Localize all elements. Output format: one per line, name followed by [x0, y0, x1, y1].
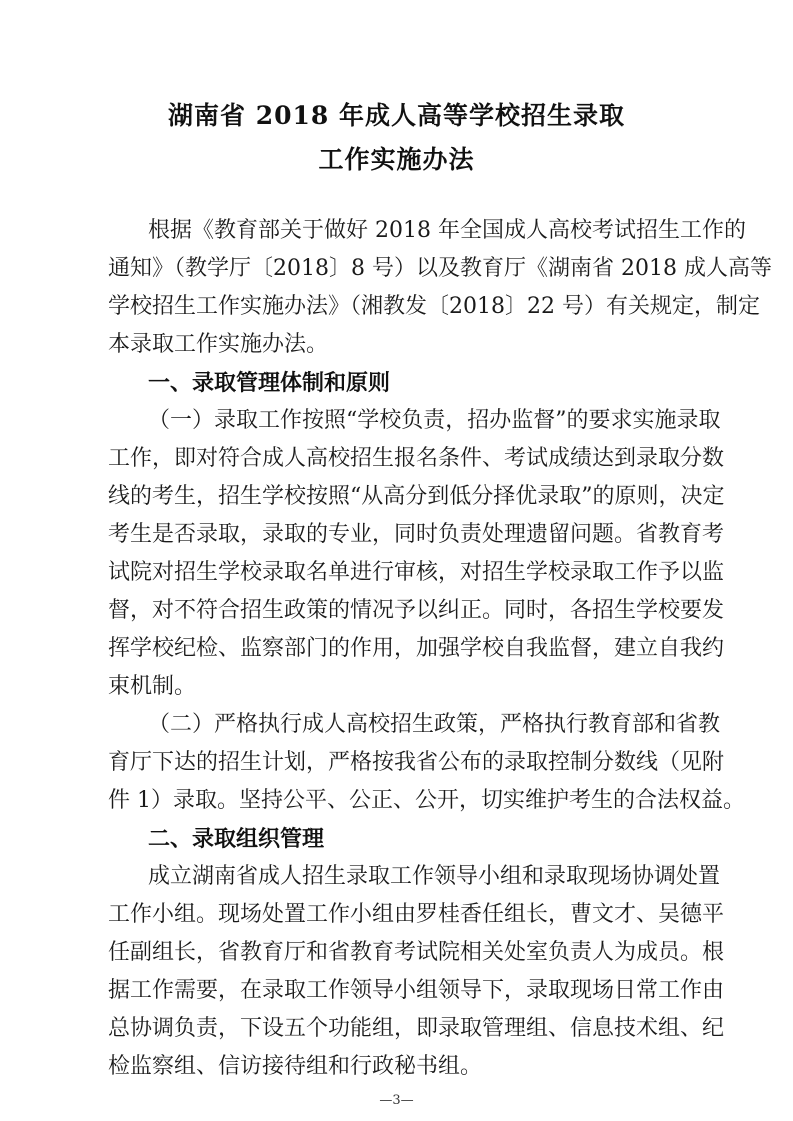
section-heading-1: 一、录取管理体制和原则 — [148, 370, 391, 396]
section-heading-2: 二、录取组织管理 — [148, 826, 325, 852]
intro-line: 学校招生工作实施办法》（湘教发〔2018〕22 号）有关规定，制定 — [108, 294, 760, 319]
section1-para1-line: 工作，即对符合成人高校招生报名条件、考试成绩达到录取分数 — [108, 446, 725, 471]
section1-para1-line: （一）录取工作按照“学校负责，招办监督”的要求实施录取 — [148, 408, 721, 433]
intro-line: 通知》（教学厅〔2018〕8 号）以及教育厅《湖南省 2018 成人高等 — [108, 256, 772, 281]
section1-para1-line: 试院对招生学校录取名单进行审核，对招生学校录取工作予以监 — [108, 560, 725, 585]
intro-line: 根据《教育部关于做好 2018 年全国成人高校考试招生工作的 — [148, 218, 746, 243]
section1-para1-line: 束机制。 — [108, 674, 197, 699]
document-title-line-2: 工作实施办法 — [318, 145, 475, 174]
section2-para1-line: 工作小组。现场处置工作小组由罗桂香任组长，曹文才、吴德平 — [108, 902, 725, 927]
section1-para1-line: 督，对不符合招生政策的情况予以纠正。同时，各招生学校要发 — [108, 598, 725, 623]
section1-para1-line: 考生是否录取，录取的专业，同时负责处理遗留问题。省教育考 — [108, 522, 725, 547]
section2-para1-line: 任副组长，省教育厅和省教育考试院相关处室负责人为成员。根 — [108, 940, 725, 965]
document-title-line-1: 湖南省 2018 年成人高等学校招生录取 — [168, 101, 625, 130]
section2-para1-line: 总协调负责，下设五个功能组，即录取管理组、信息技术组、纪 — [108, 1016, 725, 1041]
section1-para2-line: 育厅下达的招生计划，严格按我省公布的录取控制分数线（见附 — [108, 750, 725, 775]
section2-para1-line: 检监察组、信访接待组和行政秘书组。 — [108, 1054, 483, 1079]
section1-para2-line: 件 1）录取。坚持公平、公正、公开，切实维护考生的合法权益。 — [108, 788, 745, 813]
intro-line: 本录取工作实施办法。 — [108, 332, 329, 357]
section1-para1-line: 线的考生，招生学校按照“从高分到低分择优录取”的原则，决定 — [108, 484, 725, 509]
section2-para1-line: 成立湖南省成人招生录取工作领导小组和录取现场协调处置 — [148, 864, 721, 889]
section1-para1-line: 挥学校纪检、监察部门的作用，加强学校自我监督，建立自我约 — [108, 636, 725, 661]
section1-para2-line: （二）严格执行成人高校招生政策，严格执行教育部和省教 — [148, 712, 721, 737]
page-number: —3— — [379, 1093, 414, 1108]
section2-para1-line: 据工作需要，在录取工作领导小组领导下，录取现场日常工作由 — [108, 978, 725, 1003]
